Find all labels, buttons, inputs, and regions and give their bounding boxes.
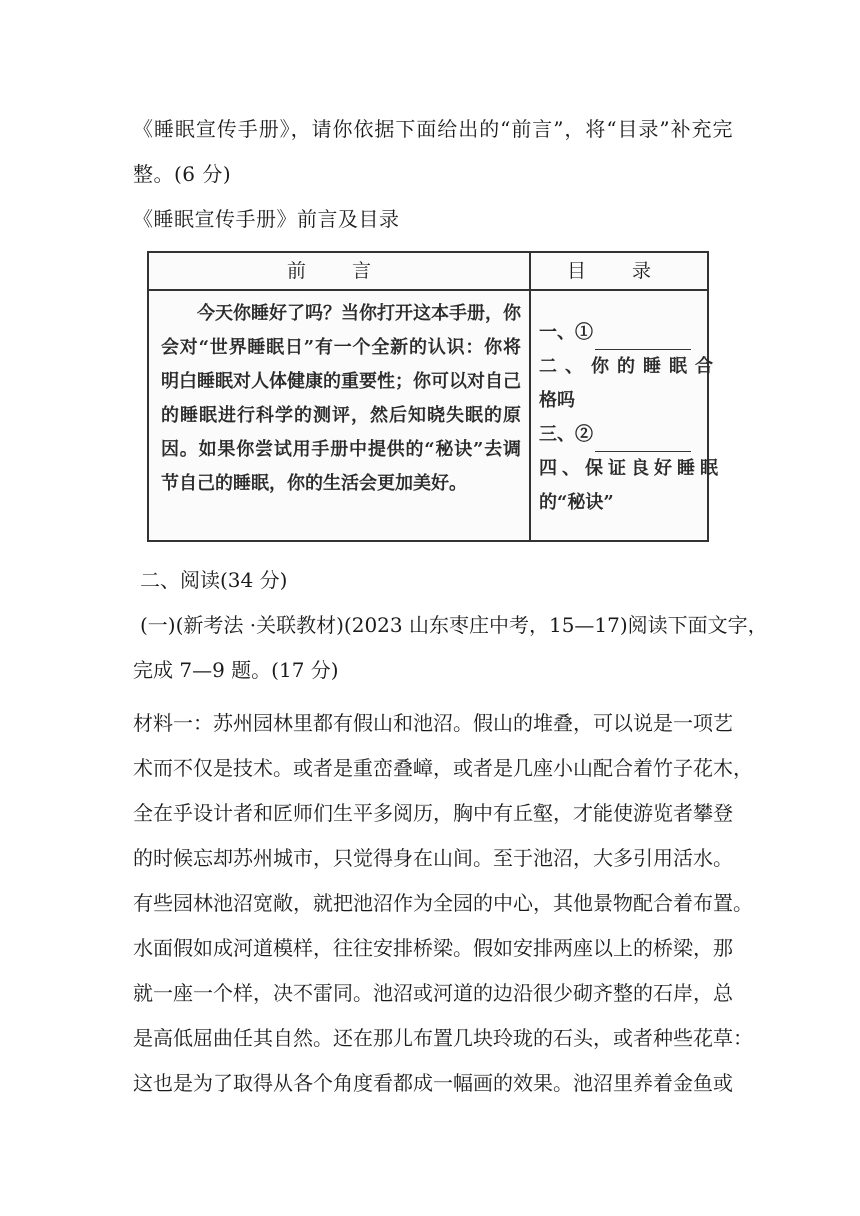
passage-line: 全在乎设计者和匠师们生平多阅历，胸中有丘壑，才能使游览者攀登 — [133, 801, 733, 825]
passage-line: 术而不仅是技术。或者是重峦叠嶂，或者是几座小山配合着竹子花木， — [133, 756, 753, 780]
table-caption: 《睡眠宣传手册》前言及目录 — [133, 207, 400, 231]
toc-item-2a: 二、你的睡眠合 — [539, 356, 721, 377]
passage-line: 材料一：苏州园林里都有假山和池沼。假山的堆叠，可以说是一项艺 — [133, 711, 733, 735]
toc-item-4a: 四、保证良好睡眠 — [539, 458, 723, 479]
passage — [133, 701, 753, 1106]
answer-blank-2[interactable] — [595, 431, 691, 452]
answer-blank-1[interactable] — [595, 329, 691, 350]
preface-text: 今天你睡好了吗？当你打开这本手册，你会对“世界睡眠日”有一个全新的认识：你将明白睡眠对人体健康的重要性；你可以对自己的睡眠进行科学的测评，然后知晓失眠的原因。如果你尝试用手册中提供的“秘诀”去调节自己的睡眠，你的生活会更加美好。 — [161, 303, 521, 494]
toc-item-1-label: 一、① — [539, 322, 593, 343]
passage-line: 有些园林池沼宽敞，就把池沼作为全园的中心，其他景物配合着布置。 — [133, 891, 753, 915]
preface-toc-table — [147, 251, 723, 542]
toc-item-2b: 格吗 — [539, 390, 575, 411]
question-line-1: (一)(新考法 ·关联教材)(2023 山东枣庄中考，15—17)阅读下面文字， — [140, 613, 768, 637]
toc-item-1 — [539, 316, 699, 350]
preface-column — [149, 253, 531, 540]
toc-column — [531, 253, 723, 540]
question-line-2: 完成 7—9 题。(17 分) — [133, 658, 339, 682]
passage-line: 水面假如成河道模样，往往安排桥梁。假如安排两座以上的桥梁，那 — [133, 936, 733, 960]
toc-item-3 — [539, 418, 699, 452]
passage-line: 就一座一个样，决不雷同。池沼或河道的边沿很少砌齐整的石岸，总 — [133, 981, 733, 1005]
passage-line: 是高低屈曲任其自然。还在那儿布置几块玲珑的石头，或者种些花草： — [133, 1026, 753, 1050]
preface-header: 前 言 — [149, 253, 529, 291]
section-title: 二、阅读(34 分) — [140, 568, 288, 592]
intro-line-2: 整。(6 分) — [133, 162, 232, 186]
toc-item-4b: 的“秘诀” — [539, 492, 614, 513]
passage-line: 的时候忘却苏州城市，只觉得身在山间。至于池沼，大多引用活水。 — [133, 846, 733, 870]
passage-line: 这也是为了取得从各个角度看都成一幅画的效果。池沼里养着金鱼或 — [133, 1071, 733, 1095]
toc-header: 目 录 — [531, 253, 707, 291]
intro-line-1: 《睡眠宣传手册》，请你依据下面给出的“前言”，将“目录”补充完 — [133, 117, 733, 141]
toc-item-3-label: 三、② — [539, 424, 593, 445]
